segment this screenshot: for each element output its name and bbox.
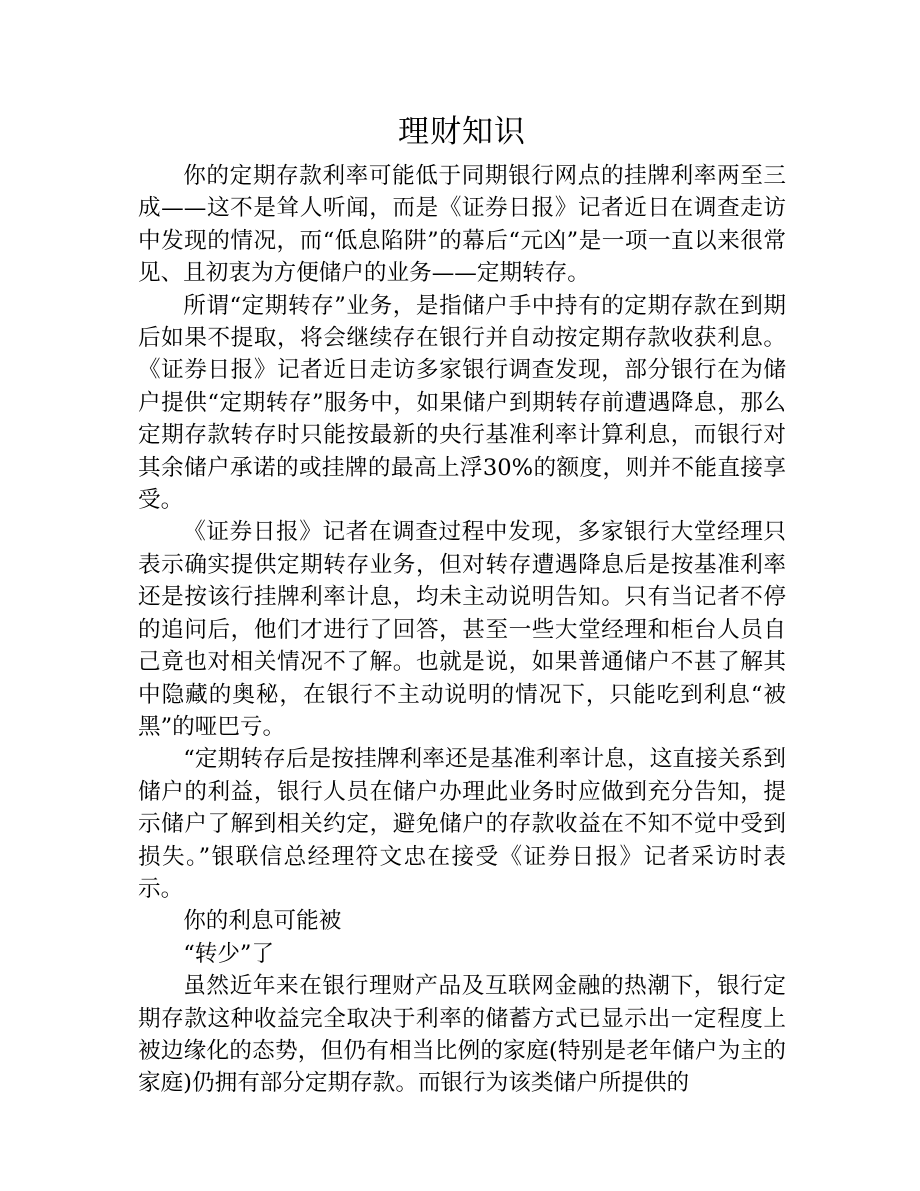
document-page xyxy=(138,104,786,1100)
paragraph-5: 虽然近年来在银行理财产品及互联网金融的热潮下，银行定期存款这种收益完全取决于利率的储蓄方式已显示出一定程度上被边缘化的态势，但仍有相当比例的家庭(特别是老年储户为主的家庭)仍拥有部分定期存款。而银行为该类储户所提供的 xyxy=(138,973,786,1097)
paragraph-1: 你的定期存款利率可能低于同期银行网点的挂牌利率两至三成——这不是耸人听闻，而是《证券日报》记者近日在调查走访中发现的情况，而“低息陷阱”的幕后“元凶”是一项一直以来很常见、且初衷为方便储户的业务——定期转存。 xyxy=(138,163,786,287)
document-title: 理财知识 xyxy=(398,114,526,150)
section-heading-line-2: “转少”了 xyxy=(183,940,275,967)
paragraph-2: 所谓“定期转存”业务，是指储户手中持有的定期存款在到期后如果不提取，将会继续存在银行并自动按定期存款收获利息。《证券日报》记者近日走访多家银行调查发现，部分银行在为储户提供“定期转存”服务中，如果储户到期转存前遭遇降息，那么定期存款转存时只能按最新的央行基准利率计算利息，而银行对其余储户承诺的或挂牌的最高上浮30%的额度，则并不能直接享受。 xyxy=(138,292,786,514)
section-heading-line-1: 你的利息可能被 xyxy=(183,908,342,935)
paragraph-3: 《证券日报》记者在调查过程中发现，多家银行大堂经理只表示确实提供定期转存业务，但对转存遭遇降息后是按基准利率还是按该行挂牌利率计息，均未主动说明告知。只有当记者不停的追问后，他们才进行了回答，甚至一些大堂经理和柜台人员自己竟也对相关情况不了解。也就是说，如果普通储户不甚了解其中隐藏的奥秘，在银行不主动说明的情况下，只能吃到利息“被黑”的哑巴亏。 xyxy=(138,519,786,740)
paragraph-4: “定期转存后是按挂牌利率还是基准利率计息，这直接关系到储户的利益，银行人员在储户办理此业务时应做到充分告知，提示储户了解到相关约定，避免储户的存款收益在不知不觉中受到损失。”银联信总经理符文忠在接受《证券日报》记者采访时表示。 xyxy=(138,746,786,902)
